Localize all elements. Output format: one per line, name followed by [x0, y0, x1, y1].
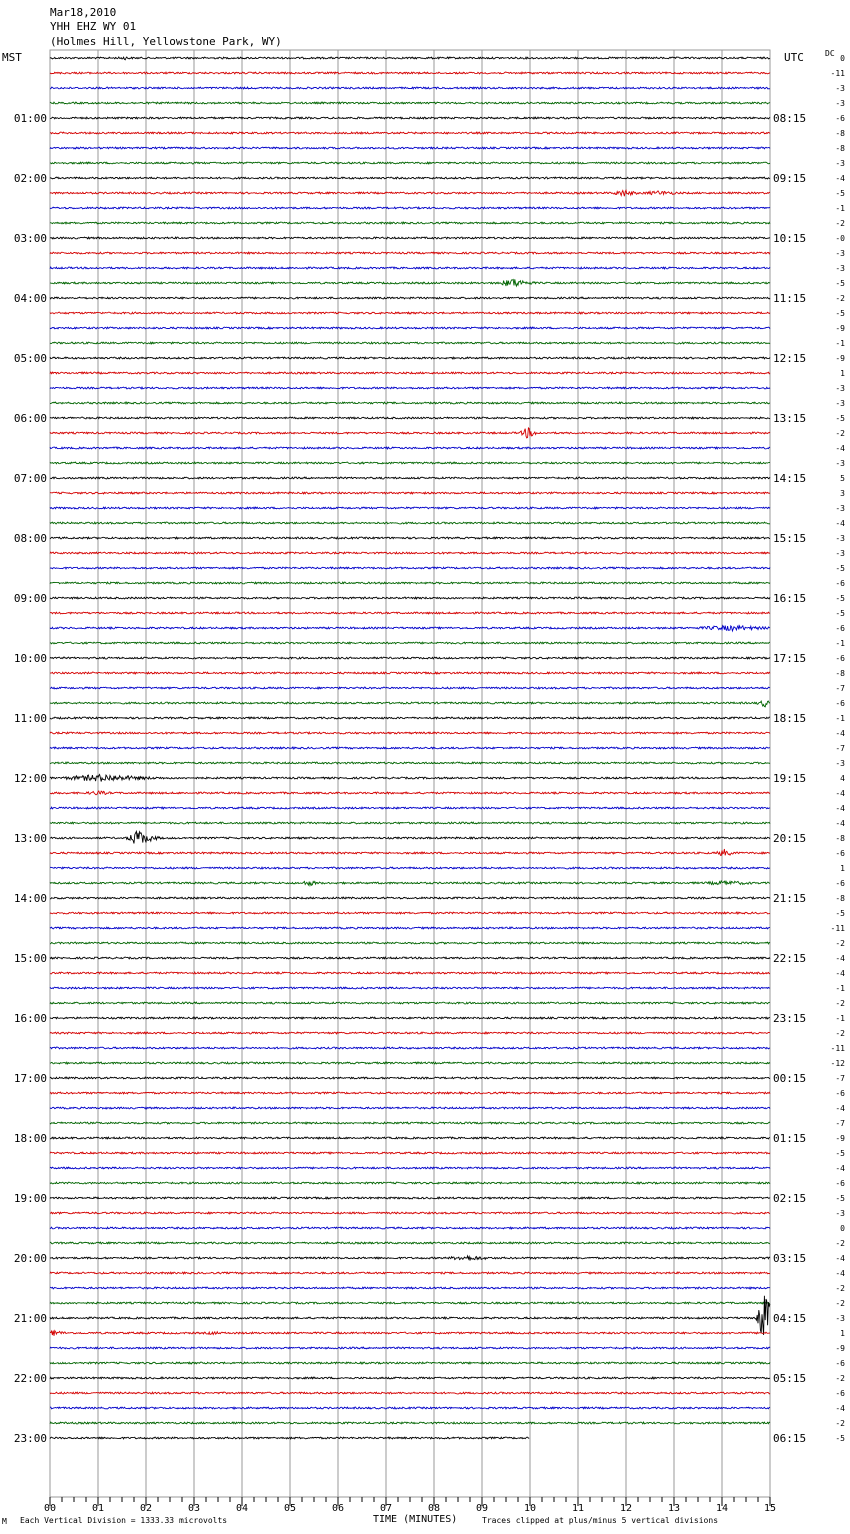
trace-row: [50, 1017, 770, 1019]
trace-row: [50, 1002, 770, 1004]
right-hour-label: 00:15: [773, 1072, 807, 1085]
trace-row: [50, 747, 770, 749]
left-hour-label: 16:00: [13, 1012, 47, 1025]
trace-row: [50, 1137, 770, 1139]
dc-value: -3: [835, 249, 845, 258]
left-hour-label: 17:00: [13, 1072, 47, 1085]
x-tick-label: 10: [523, 1503, 537, 1514]
dc-value: -2: [835, 1299, 845, 1308]
dc-value: -5: [835, 594, 845, 603]
trace-row: [50, 1377, 770, 1379]
trace-row: [50, 626, 770, 631]
left-hour-label: 23:00: [13, 1432, 47, 1445]
right-hour-label: 01:15: [773, 1132, 807, 1145]
dc-value: -8: [835, 129, 845, 138]
x-tick-label: 03: [187, 1503, 201, 1514]
trace-row: [50, 1287, 770, 1289]
left-hour-label: 10:00: [13, 652, 47, 665]
trace-row: [50, 1197, 770, 1199]
grid-layer: [50, 50, 770, 1497]
trace-row: [50, 1062, 770, 1064]
header-date: Mar18,2010: [50, 6, 117, 19]
right-hour-label: 08:15: [773, 112, 807, 125]
x-tick-label: 08: [427, 1503, 441, 1514]
dc-value: -4: [835, 789, 845, 798]
dc-value: -5: [835, 609, 845, 618]
x-tick-label: 05: [283, 1503, 297, 1514]
trace-row: [50, 279, 770, 286]
dc-value: 1: [840, 1329, 845, 1338]
dc-value: -3: [835, 384, 845, 393]
dc-value: -5: [835, 564, 845, 573]
dc-value: -1: [835, 1014, 845, 1023]
trace-row: [50, 207, 770, 209]
trace-row: [50, 849, 770, 855]
trace-row: [50, 267, 770, 269]
dc-value: -5: [835, 279, 845, 288]
trace-row: [50, 477, 770, 479]
left-hour-label: 06:00: [13, 412, 47, 425]
trace-row: [50, 1407, 770, 1409]
dc-value: -4: [835, 819, 845, 828]
left-hour-label: 03:00: [13, 232, 47, 245]
dc-value: -3: [835, 549, 845, 558]
trace-row: [50, 117, 770, 119]
right-hour-label: 11:15: [773, 292, 807, 305]
trace-row: [50, 537, 770, 539]
trace-row: [50, 1242, 770, 1244]
dc-value: -3: [835, 759, 845, 768]
trace-row: [50, 552, 770, 554]
dc-value: 0: [840, 54, 845, 63]
dc-value: -6: [835, 1359, 845, 1368]
trace-row: [50, 972, 770, 974]
trace-row: [50, 912, 770, 914]
trace-row: [50, 717, 770, 719]
x-tick-label: 15: [763, 1503, 777, 1514]
left-hour-label: 15:00: [13, 952, 47, 965]
dc-value: -6: [835, 654, 845, 663]
dc-value: -2: [835, 219, 845, 228]
dc-value: -12: [830, 1059, 845, 1068]
trace-row: [50, 372, 770, 374]
dc-value: 1: [840, 369, 845, 378]
right-hour-label: 12:15: [773, 352, 807, 365]
left-hour-label: 08:00: [13, 532, 47, 545]
dc-value: -8: [835, 669, 845, 678]
dc-value: -2: [835, 294, 845, 303]
trace-row: [50, 822, 770, 824]
trace-row: [50, 222, 770, 224]
dc-value: -0: [835, 234, 845, 243]
footer-mark: M: [2, 1517, 7, 1526]
dc-value: -1: [835, 639, 845, 648]
x-tick-label: 12: [619, 1503, 633, 1514]
trace-row: [50, 1272, 770, 1274]
footer-clip-note: Traces clipped at plus/minus 5 vertical divisions: [482, 1516, 719, 1525]
right-hour-label: 09:15: [773, 172, 807, 185]
dc-value: -6: [835, 699, 845, 708]
trace-row: [50, 1122, 770, 1124]
trace-row: [50, 312, 770, 314]
trace-row: [50, 147, 770, 149]
dc-value: -5: [835, 309, 845, 318]
trace-row: [50, 597, 770, 599]
trace-row: [50, 132, 770, 134]
trace-row: [50, 462, 770, 464]
left-hour-label: 02:00: [13, 172, 47, 185]
dc-title: DC: [825, 49, 835, 58]
dc-value: -9: [835, 354, 845, 363]
trace-row: [50, 237, 770, 239]
trace-row: [50, 567, 770, 569]
right-hour-label: 18:15: [773, 712, 807, 725]
trace-row: [50, 642, 770, 644]
dc-value: -7: [835, 744, 845, 753]
left-hour-label: 09:00: [13, 592, 47, 605]
trace-row: [50, 762, 770, 764]
left-hour-label: 21:00: [13, 1312, 47, 1325]
trace-row: [50, 807, 770, 809]
dc-value: 4: [840, 774, 845, 783]
dc-value: 5: [840, 474, 845, 483]
dc-value: -7: [835, 1119, 845, 1128]
trace-row: [50, 1331, 770, 1336]
dc-value: -6: [835, 849, 845, 858]
dc-value: -3: [835, 459, 845, 468]
right-hour-label: 19:15: [773, 772, 807, 785]
trace-row: [50, 612, 770, 614]
trace-row: [50, 492, 770, 494]
x-tick-label: 11: [571, 1503, 585, 1514]
dc-value: -3: [835, 84, 845, 93]
trace-row: [50, 357, 770, 359]
x-axis-title: TIME (MINUTES): [373, 1514, 458, 1525]
right-hour-label: 15:15: [773, 532, 807, 545]
dc-value: -4: [835, 519, 845, 528]
dc-value: -6: [835, 579, 845, 588]
left-hour-label: 20:00: [13, 1252, 47, 1265]
dc-value: 1: [840, 864, 845, 873]
trace-row: [50, 1167, 770, 1169]
trace-row: [50, 507, 770, 509]
right-hour-label: 10:15: [773, 232, 807, 245]
dc-value: -6: [835, 1089, 845, 1098]
dc-value: -2: [835, 429, 845, 438]
x-tick-label: 09: [475, 1503, 489, 1514]
trace-row: [50, 190, 770, 196]
trace-layer: [50, 57, 770, 1439]
trace-row: [50, 72, 770, 74]
dc-value: 3: [840, 489, 845, 498]
dc-value: -5: [835, 1149, 845, 1158]
trace-row: [50, 1152, 770, 1154]
dc-value: -3: [835, 1314, 845, 1323]
dc-value: -8: [835, 894, 845, 903]
trace-row: [50, 987, 770, 989]
right-hour-label: 23:15: [773, 1012, 807, 1025]
trace-row: [50, 1032, 770, 1034]
left-hour-label: 04:00: [13, 292, 47, 305]
dc-value: -6: [835, 1389, 845, 1398]
left-hour-label: 18:00: [13, 1132, 47, 1145]
right-hour-label: 14:15: [773, 472, 807, 485]
trace-row: [50, 327, 770, 329]
trace-row: [50, 87, 770, 89]
trace-row: [50, 177, 770, 179]
dc-value: -5: [835, 1194, 845, 1203]
dc-value: -2: [835, 999, 845, 1008]
dc-value: -2: [835, 1374, 845, 1383]
dc-value: -6: [835, 624, 845, 633]
right-hour-label: 06:15: [773, 1432, 807, 1445]
dc-value: -4: [835, 804, 845, 813]
dc-value: -4: [835, 729, 845, 738]
right-hour-label: 16:15: [773, 592, 807, 605]
trace-row: [50, 942, 770, 944]
plot-frame: [50, 50, 770, 1497]
trace-row: [50, 297, 770, 299]
dc-value: -1: [835, 204, 845, 213]
x-tick-label: 00: [43, 1503, 57, 1514]
right-hour-label: 05:15: [773, 1372, 807, 1385]
dc-value: -11: [830, 1044, 845, 1053]
left-hour-label: 07:00: [13, 472, 47, 485]
trace-row: [50, 1362, 770, 1364]
trace-row: [50, 252, 770, 254]
trace-row: [50, 1392, 770, 1394]
x-tick-label: 02: [139, 1503, 153, 1514]
left-axis-title: MST: [2, 51, 22, 64]
dc-value: -4: [835, 1404, 845, 1413]
dc-value: -6: [835, 879, 845, 888]
dc-value: -3: [835, 99, 845, 108]
header-location: (Holmes Hill, Yellowstone Park, WY): [50, 35, 282, 48]
dc-value: -3: [835, 504, 845, 513]
right-hour-label: 02:15: [773, 1192, 807, 1205]
x-tick-label: 04: [235, 1503, 249, 1514]
dc-value: -3: [835, 1209, 845, 1218]
x-tick-label: 01: [91, 1503, 105, 1514]
dc-value: -3: [835, 534, 845, 543]
trace-row: [50, 672, 770, 674]
dc-value: -1: [835, 984, 845, 993]
dc-value: -4: [835, 174, 845, 183]
dc-value: -2: [835, 1284, 845, 1293]
right-hour-label: 22:15: [773, 952, 807, 965]
trace-row: [50, 387, 770, 389]
dc-value: -3: [835, 399, 845, 408]
left-hour-label: 22:00: [13, 1372, 47, 1385]
dc-value: -3: [835, 264, 845, 273]
dc-value: -5: [835, 1434, 845, 1443]
trace-row: [50, 791, 770, 795]
trace-row: [50, 522, 770, 524]
dc-value: -4: [835, 954, 845, 963]
dc-value: -4: [835, 1254, 845, 1263]
trace-row: [50, 582, 770, 584]
trace-row: [50, 831, 770, 843]
trace-row: [50, 867, 770, 869]
trace-row: [50, 102, 770, 104]
dc-value: -5: [835, 189, 845, 198]
dc-value: -8: [835, 834, 845, 843]
dc-value: -2: [835, 1419, 845, 1428]
trace-row: [50, 1296, 770, 1335]
dc-value: -1: [835, 714, 845, 723]
trace-row: [50, 417, 770, 419]
trace-row: [50, 927, 770, 929]
row-labels: [14, 54, 845, 1445]
trace-row: [50, 1422, 770, 1424]
dc-value: -11: [830, 69, 845, 78]
dc-value: 0: [840, 1224, 845, 1233]
trace-row: [50, 881, 770, 886]
dc-value: -2: [835, 1029, 845, 1038]
right-hour-label: 13:15: [773, 412, 807, 425]
left-hour-label: 19:00: [13, 1192, 47, 1205]
trace-row: [50, 1212, 770, 1214]
x-tick-label: 13: [667, 1503, 681, 1514]
dc-value: -6: [835, 114, 845, 123]
right-hour-label: 03:15: [773, 1252, 807, 1265]
x-tick-label: 07: [379, 1503, 393, 1514]
trace-row: [50, 1347, 770, 1349]
header-station: YHH EHZ WY 01: [50, 20, 137, 33]
dc-value: -4: [835, 1269, 845, 1278]
dc-value: -6: [835, 1179, 845, 1188]
dc-value: -11: [830, 924, 845, 933]
x-tick-label: 14: [715, 1503, 729, 1514]
left-hour-label: 12:00: [13, 772, 47, 785]
dc-value: -4: [835, 969, 845, 978]
trace-row: [50, 402, 770, 404]
dc-value: -5: [835, 909, 845, 918]
right-hour-label: 17:15: [773, 652, 807, 665]
left-hour-label: 14:00: [13, 892, 47, 905]
x-axis: [44, 1497, 776, 1514]
trace-row: [50, 342, 770, 344]
trace-row: [50, 1047, 770, 1049]
dc-value: -2: [835, 939, 845, 948]
dc-value: -2: [835, 1239, 845, 1248]
trace-row: [50, 775, 770, 782]
trace-row: [50, 732, 770, 734]
trace-row: [50, 657, 770, 659]
dc-value: -9: [835, 1344, 845, 1353]
dc-value: -4: [835, 1104, 845, 1113]
trace-row: [50, 957, 770, 959]
right-hour-label: 21:15: [773, 892, 807, 905]
right-hour-label: 20:15: [773, 832, 807, 845]
trace-row: [50, 1092, 770, 1094]
trace-row: [50, 162, 770, 164]
dc-value: -4: [835, 444, 845, 453]
dc-value: -9: [835, 1134, 845, 1143]
left-hour-label: 05:00: [13, 352, 47, 365]
trace-row: [50, 687, 770, 689]
trace-row: [50, 1182, 770, 1184]
trace-row: [50, 428, 770, 438]
dc-value: -9: [835, 324, 845, 333]
trace-row: [50, 1227, 770, 1229]
dc-value: -4: [835, 1164, 845, 1173]
dc-value: -8: [835, 144, 845, 153]
trace-row: [50, 1302, 770, 1304]
left-hour-label: 13:00: [13, 832, 47, 845]
dc-value: -1: [835, 339, 845, 348]
dc-value: -3: [835, 159, 845, 168]
trace-row: [50, 701, 770, 707]
right-axis-title: UTC: [784, 51, 804, 64]
dc-value: -5: [835, 414, 845, 423]
trace-row: [50, 447, 770, 449]
dc-value: -7: [835, 684, 845, 693]
left-hour-label: 01:00: [13, 112, 47, 125]
trace-row: [50, 57, 770, 60]
footer-scale-note: Each Vertical Division = 1333.33 microvolts: [20, 1516, 228, 1525]
left-hour-label: 11:00: [13, 712, 47, 725]
dc-value: -7: [835, 1074, 845, 1083]
trace-row: [50, 1077, 770, 1079]
trace-row: [50, 897, 770, 899]
trace-row: [50, 1107, 770, 1109]
right-hour-label: 04:15: [773, 1312, 807, 1325]
trace-row: [50, 1256, 770, 1261]
x-tick-label: 06: [331, 1503, 345, 1514]
